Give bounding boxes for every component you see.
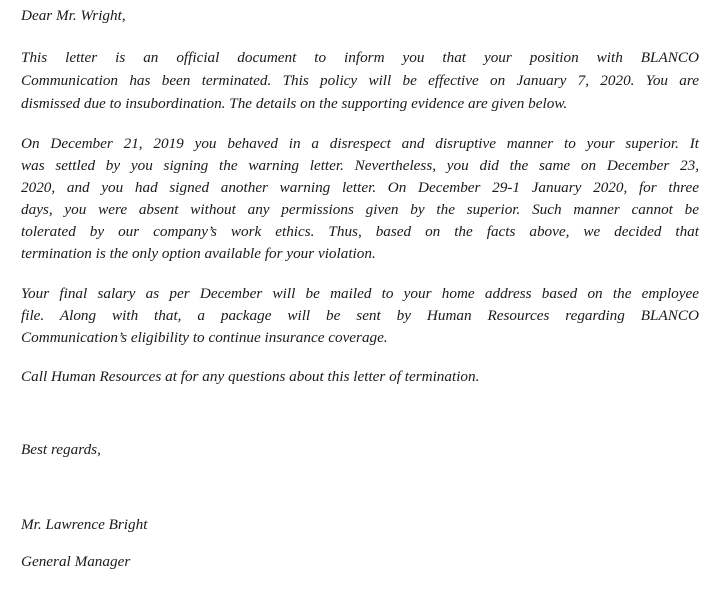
paragraph-line: Communication’s eligibility to continue insurance coverage. [21, 329, 388, 346]
paragraph-line: On December 21, 2019 you behaved in a disrespect and disruptive manner to your superior. It [21, 135, 699, 152]
paragraph-line: Your final salary as per December will be mailed to your home address based on the employee [21, 285, 699, 302]
paragraph-line: days, you were absent without any permissions given by the superior. Such manner cannot be [21, 201, 699, 218]
paragraph-line: was settled by you signing the warning letter. Nevertheless, you did the same on December 23, [21, 157, 699, 174]
paragraph-line: Call Human Resources at for any questions about this letter of termination. [21, 368, 480, 385]
signature-title: General Manager [21, 553, 131, 570]
paragraph-line: file. Along with that, a package will be sent by Human Resources regarding BLANCO [21, 307, 699, 324]
paragraph-line: 2020, and you had signed another warning letter. On December 29-1 January 2020, for three [21, 179, 699, 196]
paragraph-line: dismissed due to insubordination. The details on the supporting evidence are given below. [21, 95, 568, 112]
letter-greeting: Dear Mr. Wright, [21, 7, 126, 24]
paragraph-line: This letter is an official document to inform you that your position with BLANCO [21, 49, 699, 66]
paragraph-line: termination is the only option available for your violation. [21, 245, 376, 262]
paragraph-line: Communication has been terminated. This policy will be effective on January 7, 2020. You are [21, 72, 699, 89]
signature-name: Mr. Lawrence Bright [21, 516, 148, 533]
letter-closing: Best regards, [21, 441, 101, 458]
paragraph-line: tolerated by our company’s work ethics. Thus, based on the facts above, we decided that [21, 223, 699, 240]
